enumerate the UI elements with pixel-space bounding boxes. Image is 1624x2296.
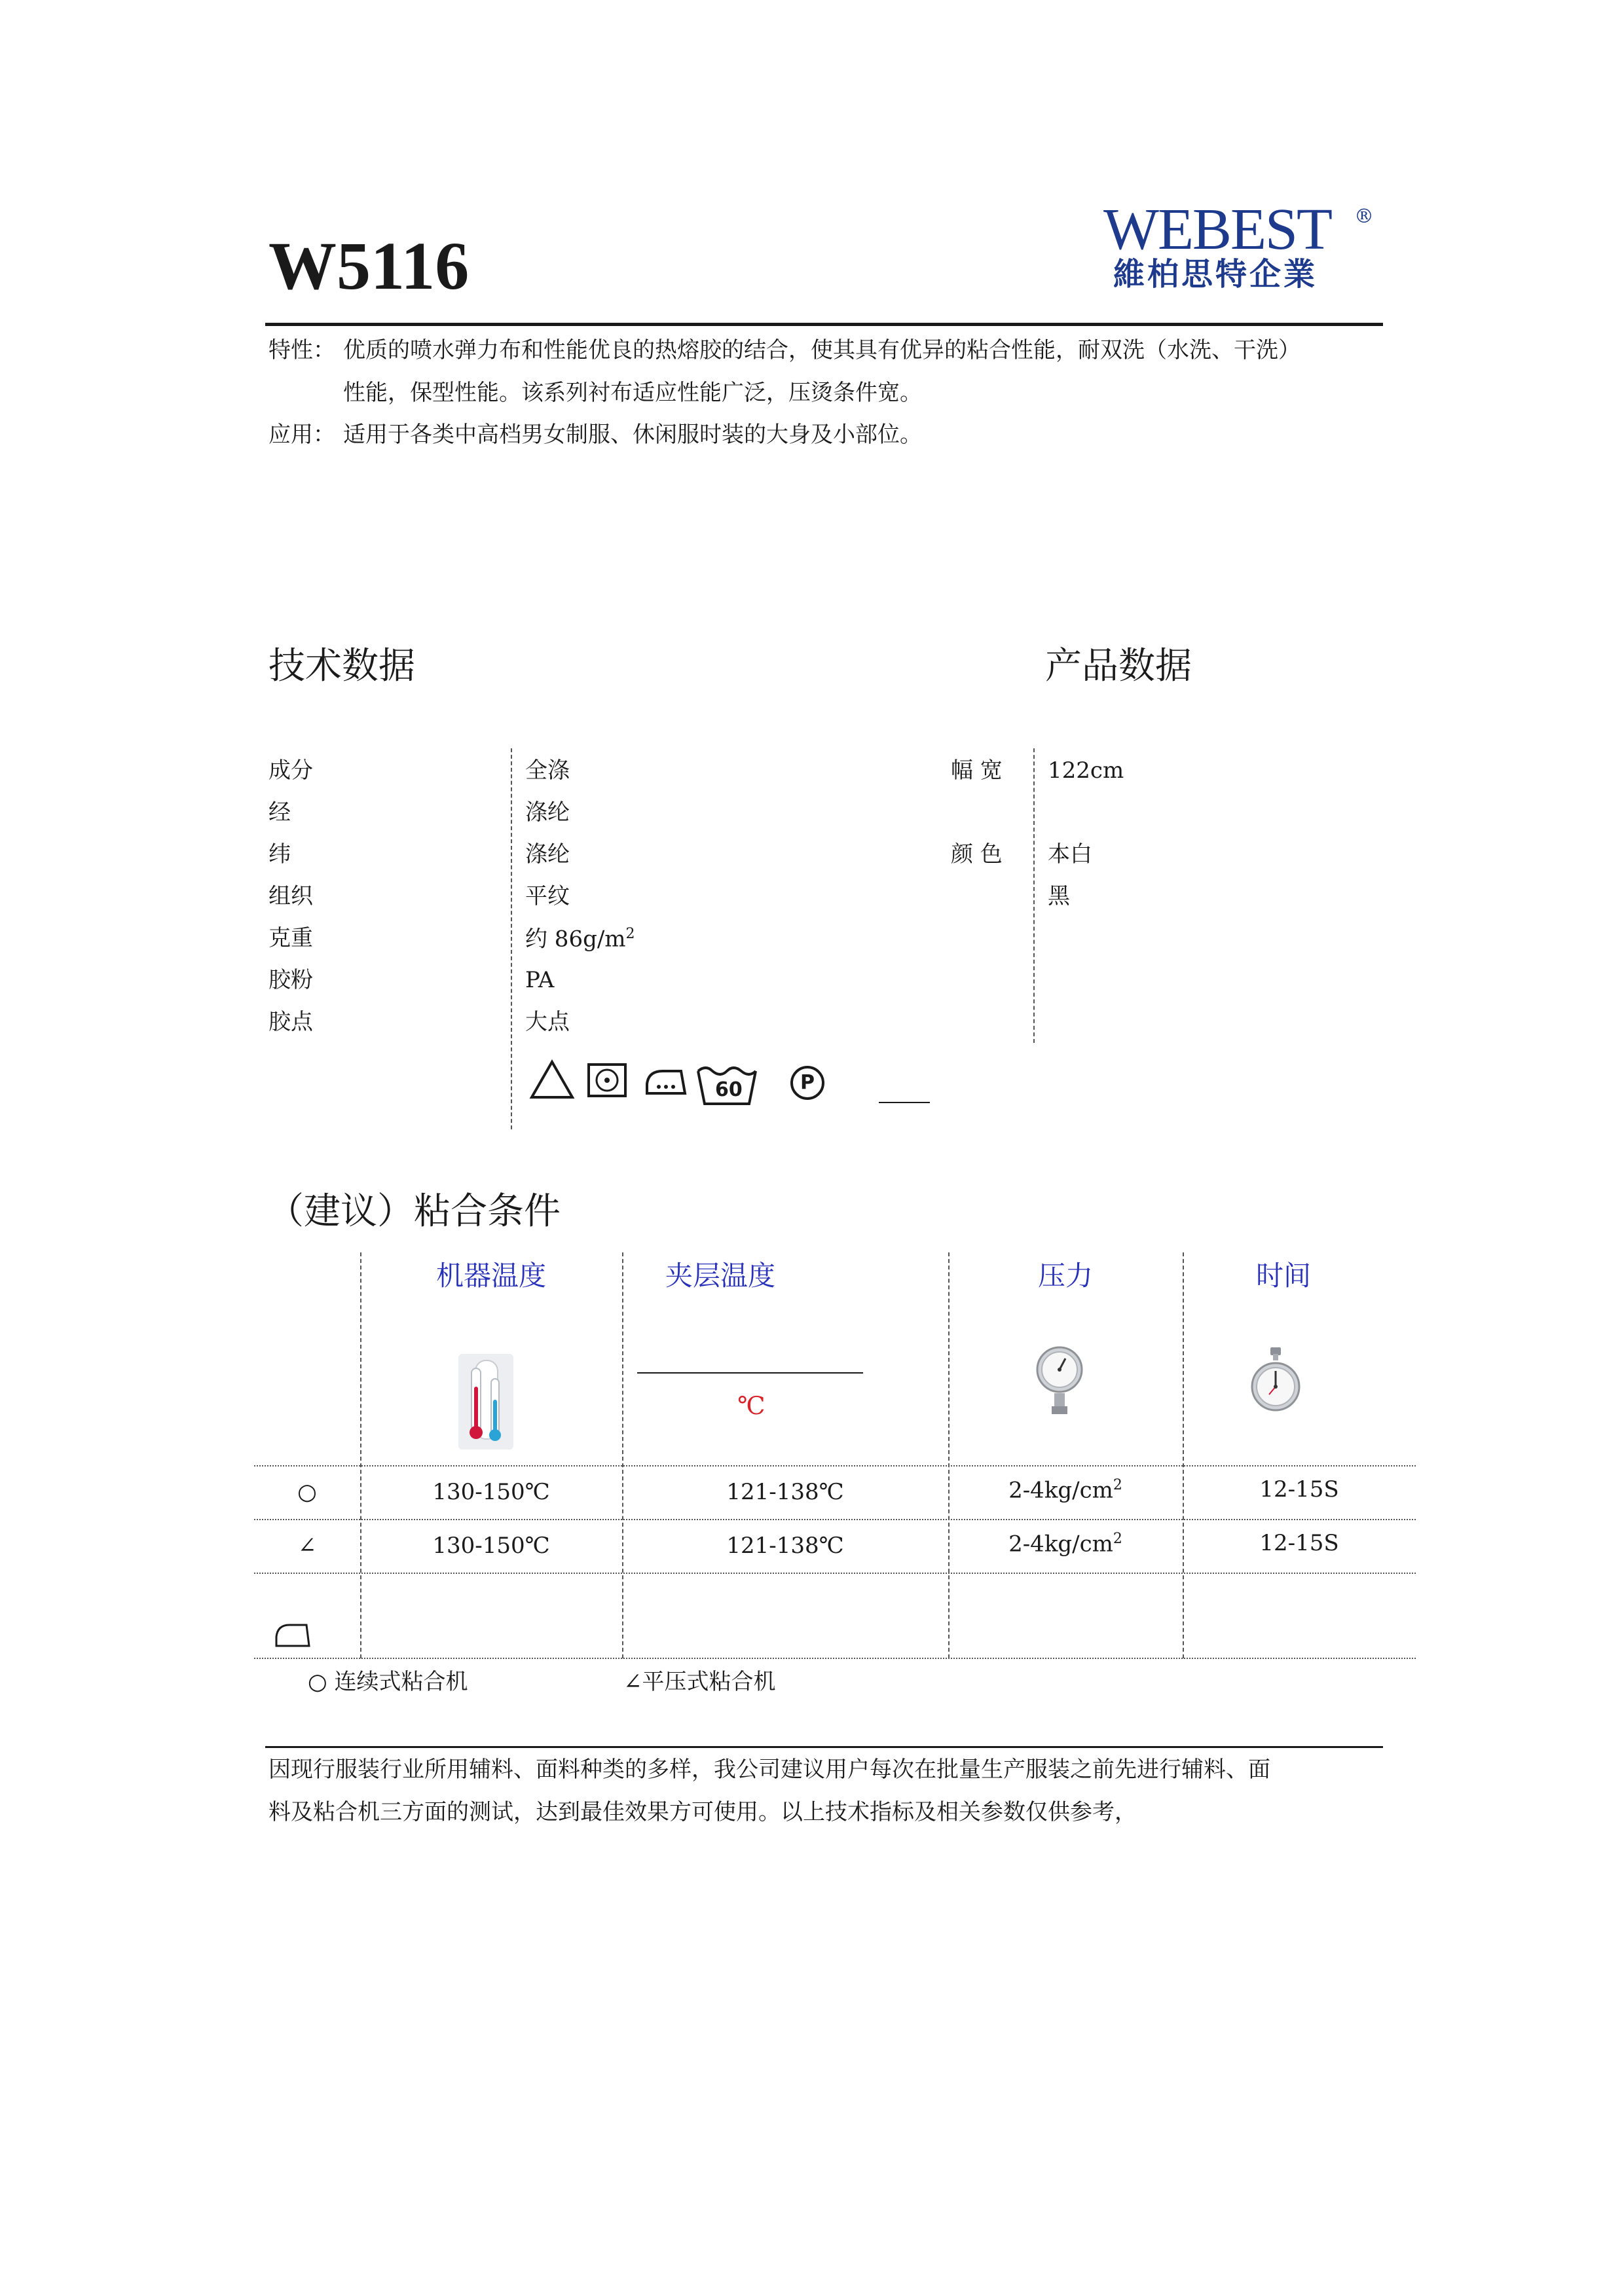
technical-data-title: 技术数据 xyxy=(268,645,415,687)
celsius-unit: ℃ xyxy=(737,1391,766,1420)
product-code: W5116 xyxy=(268,228,470,304)
footer-rule xyxy=(265,1746,1383,1748)
application-label: 应用： xyxy=(268,422,335,448)
layer-temp-value: 121-138℃ xyxy=(726,1533,844,1559)
tech-label: 胶点 xyxy=(268,1009,313,1035)
header-layer-temp: 夹层温度 xyxy=(665,1260,776,1292)
tech-value: 涤纶 xyxy=(525,799,570,826)
features-text-line1: 优质的喷水弹力布和性能优良的热熔胶的结合，使其具有优异的粘合性能，耐双洗（水洗、干洗） xyxy=(343,337,1301,363)
tech-label: 成分 xyxy=(268,757,313,784)
superscript-2: 2 xyxy=(625,926,635,942)
bonding-row-line xyxy=(254,1573,1416,1574)
brand-logo-text: WEBEST xyxy=(1103,197,1331,262)
pressure-value: $2-4kg/cm^2$ xyxy=(1008,1477,1122,1504)
bonding-col-line xyxy=(360,1252,361,1658)
wash-60-icon: 60 xyxy=(695,1061,758,1108)
legend-continuous: ○ 连续式粘合机 xyxy=(308,1669,468,1695)
time-value: 12-15S xyxy=(1259,1530,1339,1556)
application-text: 适用于各类中高档男女制服、休闲服时装的大身及小部位。 xyxy=(343,422,922,448)
dry-clean-p-icon: P xyxy=(790,1066,824,1100)
features-label: 特性： xyxy=(268,337,335,363)
layer-temp-blank-line xyxy=(637,1372,863,1374)
tech-label: 胶粉 xyxy=(268,967,313,993)
tech-value: 涤纶 xyxy=(525,841,570,867)
product-data-divider xyxy=(1033,748,1035,1043)
color-label: 颜 色 xyxy=(951,841,1003,867)
iron-icon xyxy=(642,1065,689,1097)
color-value: 黑 xyxy=(1048,883,1070,909)
footer-note-line1: 因现行服装行业所用辅料、面料种类的多样，我公司建议用户每次在批量生产服装之前先进行辅料、面 xyxy=(268,1757,1270,1783)
row-symbol: ○ xyxy=(297,1479,317,1505)
row-symbol: ∠ xyxy=(297,1533,317,1559)
time-value: 12-15S xyxy=(1259,1476,1339,1503)
layer-temp-value: 121-138℃ xyxy=(726,1479,844,1505)
header-rule xyxy=(265,323,1383,326)
registered-mark: ® xyxy=(1354,205,1374,228)
width-label: 幅 宽 xyxy=(951,757,1003,784)
machine-temp-value: 130-150℃ xyxy=(432,1479,550,1505)
footer-note-line2: 料及粘合机三方面的测试，达到最佳效果方可使用。以上技术指标及相关参数仅供参考， xyxy=(268,1799,1137,1825)
bonding-row-line xyxy=(254,1658,1416,1659)
legend-flat: ∠平压式粘合机 xyxy=(623,1669,776,1695)
tech-label: 克重 xyxy=(268,925,313,951)
tech-data-divider xyxy=(511,748,512,1129)
features-text-line2: 性能，保型性能。该系列衬布适应性能广泛，压烫条件宽。 xyxy=(343,380,922,406)
bonding-col-line xyxy=(622,1252,623,1658)
color-value: 本白 xyxy=(1048,841,1092,867)
tech-value: PA xyxy=(525,967,555,993)
bonding-title: （建议）粘合条件 xyxy=(267,1190,561,1233)
thermometer-icon xyxy=(458,1354,513,1449)
tumble-dry-icon xyxy=(586,1062,628,1099)
brand-logo-cn: 維柏思特企業 xyxy=(1113,256,1318,293)
tech-value: 约 $86g/m^2$ xyxy=(525,926,635,953)
bonding-row-line xyxy=(254,1519,1416,1520)
bonding-col-line xyxy=(948,1252,950,1658)
iron-press-icon xyxy=(274,1620,312,1649)
care-symbol-blank-line xyxy=(879,1102,930,1103)
do-not-bleach-icon xyxy=(529,1059,575,1100)
bonding-col-line xyxy=(1183,1252,1184,1658)
tech-label: 组织 xyxy=(268,883,313,909)
tech-label: 纬 xyxy=(268,841,291,867)
header-time: 时间 xyxy=(1256,1260,1312,1292)
width-value: 122cm xyxy=(1048,757,1124,784)
tech-label: 经 xyxy=(268,799,291,826)
stopwatch-icon xyxy=(1249,1346,1302,1418)
tech-value: 全涤 xyxy=(525,757,570,784)
tech-value: 大点 xyxy=(525,1009,570,1035)
header-machine-temp: 机器温度 xyxy=(435,1260,546,1292)
machine-temp-value: 130-150℃ xyxy=(432,1533,550,1559)
tech-value: 平纹 xyxy=(525,883,570,909)
pressure-gauge-icon xyxy=(1035,1341,1084,1419)
header-pressure: 压力 xyxy=(1037,1260,1093,1292)
product-data-title: 产品数据 xyxy=(1045,645,1192,687)
bonding-row-line xyxy=(254,1465,1416,1467)
pressure-value: $2-4kg/cm^2$ xyxy=(1008,1531,1122,1558)
